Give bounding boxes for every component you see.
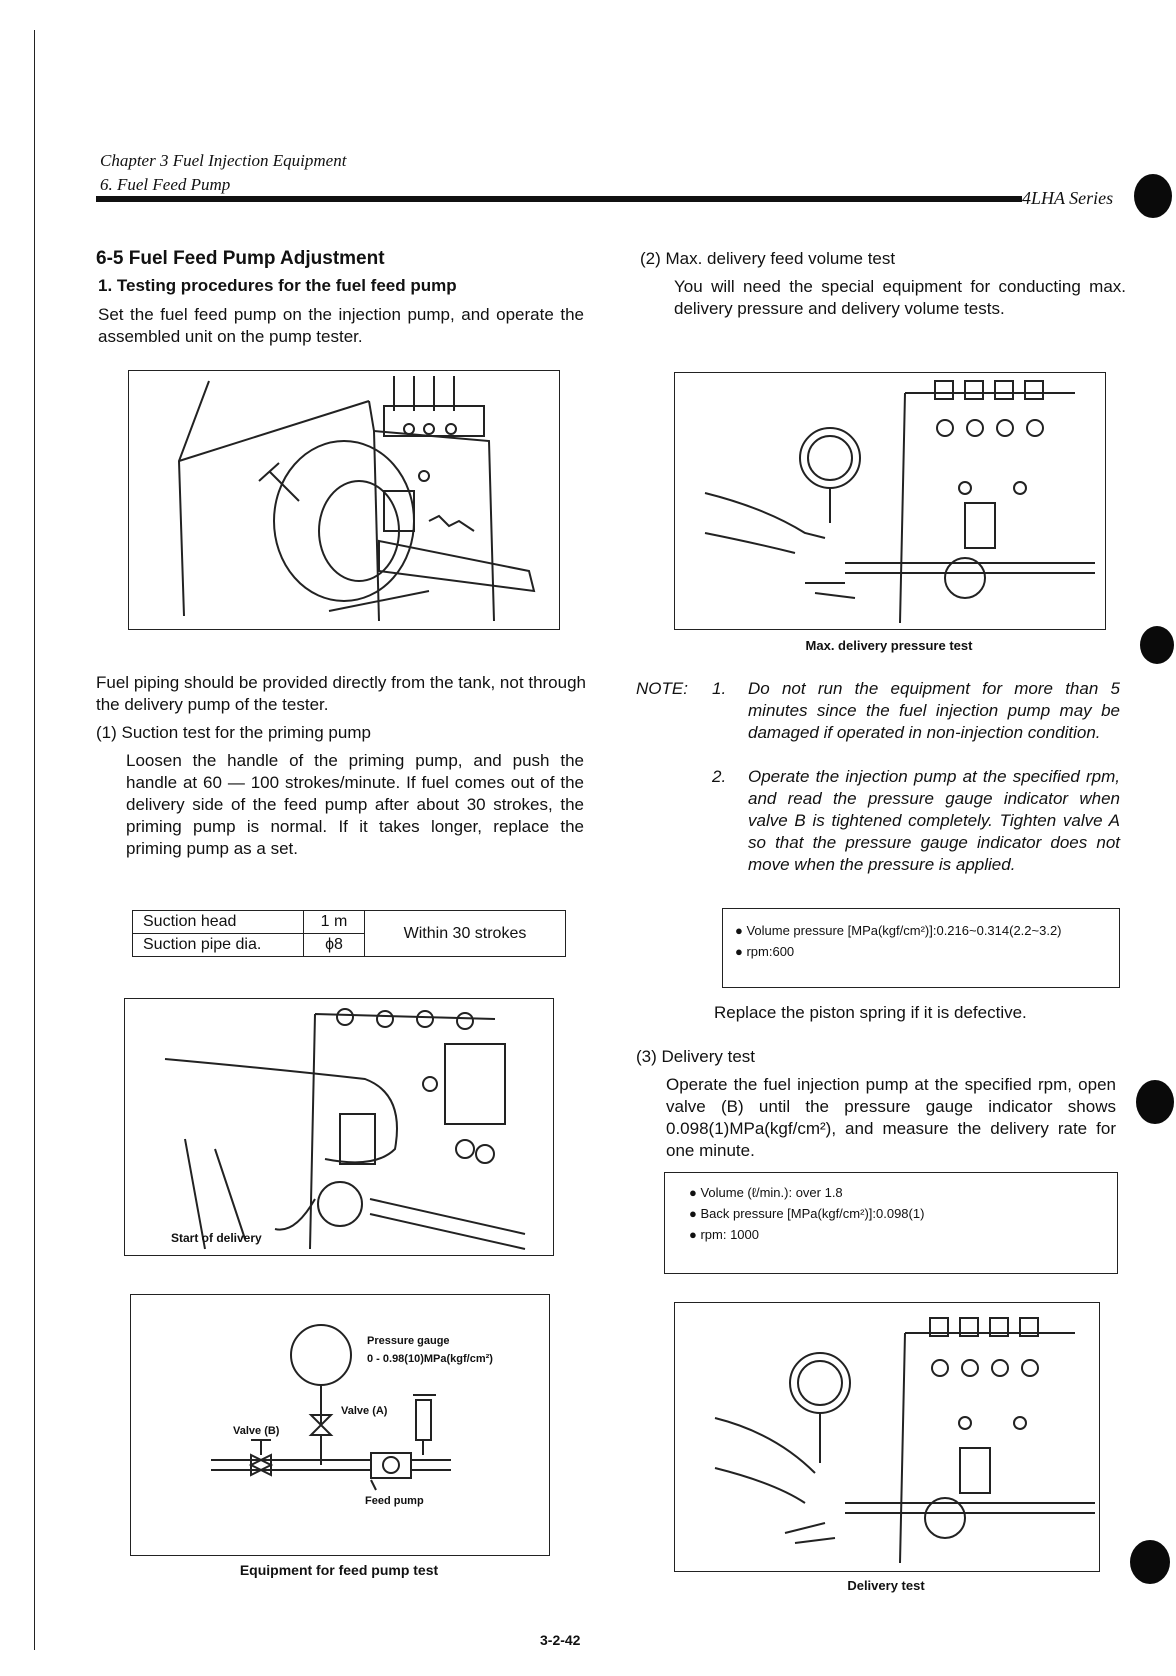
caption-max-delivery: Max. delivery pressure test — [805, 638, 973, 653]
delivery-test-drawing — [675, 1303, 1099, 1571]
table-cell-value: ϕ8 — [304, 934, 365, 957]
caption-delivery-test: Delivery test — [847, 1578, 925, 1593]
maxdel-body: You will need the special equipment for conducting max. delivery pressure and delivery volume tests. — [674, 277, 1126, 318]
pump-tester-drawing — [129, 371, 559, 629]
punch-hole — [1130, 1540, 1170, 1584]
series-label: 4LHA Series — [1022, 188, 1114, 208]
pressure-gauge-label: Pressure gauge — [367, 1335, 450, 1347]
note-text: Operate the injection pump at the specified rpm, and read the pressure gauge indicator when valve B is tightened completely. Tighten valve A so that the pressure gauge indicator does not move when the pressure is applied. — [748, 767, 1120, 874]
section-heading: 6-5 Fuel Feed Pump Adjustment — [96, 248, 385, 269]
max-delivery-drawing — [675, 373, 1105, 629]
maxdel-title: (2) Max. delivery feed volume test — [640, 249, 896, 268]
test-circuit-schematic — [131, 1295, 549, 1555]
table-cell-value: 1 m — [304, 911, 365, 934]
spec-box-delivery — [664, 1172, 1118, 1274]
start-of-delivery-label: Start of delivery — [171, 1231, 262, 1245]
replace-spring-note: Replace the piston spring if it is defective. — [714, 1003, 1027, 1022]
page-number: 3-2-42 — [540, 1632, 581, 1648]
chapter-title: Chapter 3 Fuel Injection Equipment — [100, 151, 347, 170]
valve-b-label: Valve (B) — [233, 1425, 280, 1437]
suction-test-body: Loosen the handle of the priming pump, and push the handle at 60 — 100 strokes/minute. If fuel comes out of the delivery side of the feed pump after about 30 strokes, the priming pump is normal. If it takes longer, replace the priming pump as a set. — [126, 751, 584, 858]
figure-max-delivery-pressure — [674, 372, 1106, 630]
spec-line: ● rpm: 1000 — [689, 1227, 759, 1242]
table-cell-label: Suction pipe dia. — [133, 934, 304, 957]
punch-hole — [1136, 1080, 1174, 1124]
spec-line: ● rpm:600 — [735, 944, 795, 959]
note-number: 2. — [712, 767, 727, 786]
piping-note: Fuel piping should be provided directly from the tank, not through the delivery pump of the tester. — [96, 673, 586, 714]
spec-line: ● Volume (ℓ/min.): over 1.8 — [689, 1185, 843, 1200]
table-cell-result: Within 30 strokes — [365, 911, 566, 957]
spec-box-volume-pressure — [722, 908, 1120, 988]
note-label: NOTE: — [636, 679, 688, 698]
suction-spec-table — [132, 910, 566, 957]
table-cell-label: Suction head — [133, 911, 304, 934]
caption-equipment: Equipment for feed pump test — [239, 1562, 439, 1578]
note-number: 1. — [712, 679, 727, 698]
punch-hole — [1134, 174, 1172, 218]
delivery-test-title: (3) Delivery test — [636, 1047, 756, 1066]
figure-equipment-schematic — [130, 1294, 550, 1556]
valve-a-label: Valve (A) — [341, 1405, 388, 1417]
binding-edge-line — [34, 30, 35, 1650]
punch-hole — [1140, 626, 1174, 664]
priming-pump-drawing — [125, 999, 553, 1255]
feed-pump-label: Feed pump — [365, 1495, 424, 1507]
figure-start-of-delivery — [124, 998, 554, 1256]
figure-delivery-test — [674, 1302, 1100, 1572]
delivery-test-body: Operate the fuel injection pump at the specified rpm, open valve (B) until the pressure gauge indicator shows 0.098(1)MPa(kgf/cm²), and measure the delivery rate for one minute. — [666, 1075, 1116, 1160]
spec-line: ● Back pressure [MPa(kgf/cm²)]:0.098(1) — [689, 1206, 925, 1221]
header-rule — [96, 196, 1022, 202]
pressure-gauge-range: 0 - 0.98(10)MPa(kgf/cm²) — [367, 1353, 493, 1365]
intro-text: Set the fuel feed pump on the injection pump, and operate the assembled unit on the pump tester. — [98, 305, 584, 346]
note-text: Do not run the equipment for more than 5 minutes since the fuel injection pump may be damaged if operated in non-injection condition. — [748, 679, 1120, 742]
spec-line: ● Volume pressure [MPa(kgf/cm²)]:0.216~0.314(2.2~3.2) — [735, 923, 1062, 938]
table-row — [133, 911, 566, 934]
figure-pump-on-tester — [128, 370, 560, 630]
subheading: 1. Testing procedures for the fuel feed pump — [98, 276, 457, 295]
suction-test-title: (1) Suction test for the priming pump — [96, 723, 371, 742]
section-title: 6. Fuel Feed Pump — [100, 175, 231, 194]
